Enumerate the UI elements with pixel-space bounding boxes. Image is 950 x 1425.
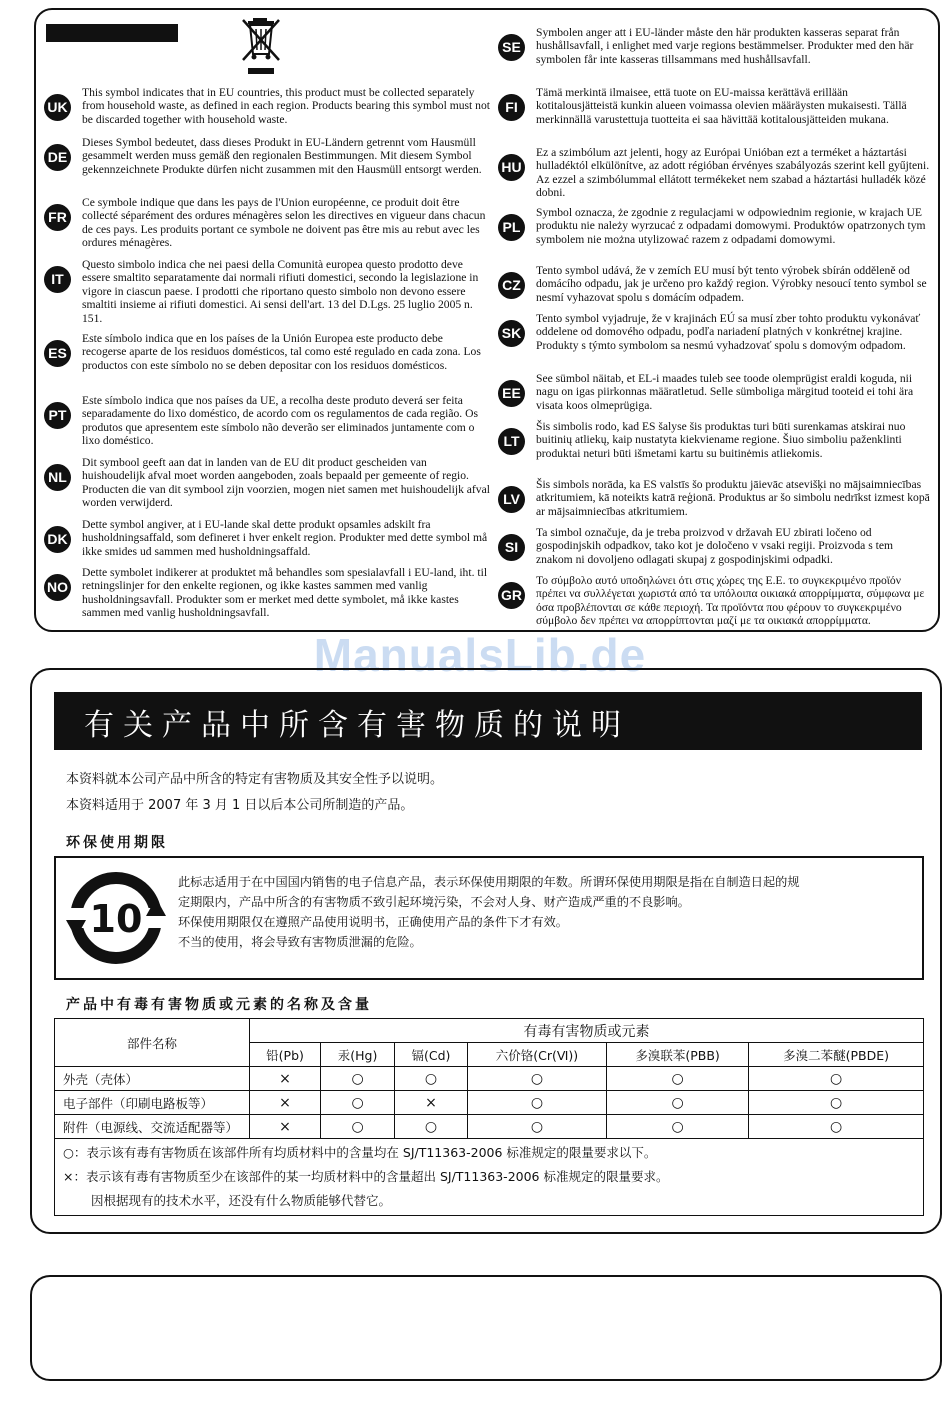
part-name: 电子部件（印刷电路板等） <box>55 1091 250 1115</box>
weee-text: Ta simbol označuje, da je treba proizvod v državah EU zbirati ločeno od gospodinjskih odpadkov, tako kot je določeno v vsaki regiji. Proizvoda s tem znakom ni dovoljeno odlagati skupaj z gospodinjskimi odpadki. <box>536 526 893 566</box>
country-code-badge: FR <box>44 204 71 231</box>
country-code-badge: PL <box>498 214 525 241</box>
page-title: 有关产品中所含有害物质的说明 <box>84 708 630 743</box>
column-header: 铅(Pb) <box>250 1043 321 1067</box>
black-label-bar <box>46 24 178 42</box>
substance-group-header: 有毒有害物质或元素 <box>250 1019 924 1043</box>
weee-text: Ez a szimbólum azt jelenti, hogy az Európai Unióban ezt a terméket a háztartási hulladéktól elkülönítve, az adott régióban érvényes szabályozás szerint kell gyűjteni. Az ezzel a szimbólummal ellátott termékeket nem szabad a háztartási hulladék közé dobni. <box>536 146 930 200</box>
country-code-badge: DE <box>44 144 71 171</box>
column-header: 镉(Cd) <box>395 1043 468 1067</box>
note-line: ○：表示该有毒有害物质在该部件所有均质材料中的含量均在 SJ/T11363-2006 标准规定的限量要求以下。 <box>63 1145 657 1160</box>
weee-panel <box>34 8 940 632</box>
column-header: 多溴二苯醚(PBDE) <box>749 1043 924 1067</box>
hazardous-substance-table <box>54 1018 924 1216</box>
table-row <box>55 1067 924 1091</box>
country-code-badge: IT <box>44 266 71 293</box>
table-cell: ○ <box>321 1091 395 1115</box>
table-cell: ○ <box>749 1067 924 1091</box>
efup-line: 定期限内，产品中所含的有害物质不致引起环境污染，不会对人身、财产造成严重的不良影响。 <box>178 895 690 909</box>
weee-text: Dette symbolet indikerer at produktet må behandles som spesialavfall i EU-land, iht. til retningslinjer for den enkelte regionen, og ikke kastes sammen med vanlig husholdningsavfall. Produkter som er merket med dette symbolet, må ikke kastes sammen med vanlig husholdningsavfall. <box>82 566 488 620</box>
efup-logo-number: 10 <box>89 897 143 941</box>
country-code-badge: SE <box>498 34 525 61</box>
table-cell: ○ <box>395 1067 468 1091</box>
table-cell: ○ <box>467 1115 606 1139</box>
country-code-badge: DK <box>44 526 71 553</box>
weee-text: Šis simbolis rodo, kad ES šalyse šis produktas turi būti surenkamas atskirai nuo buitinių atliekų, kaip nustatyta kiekviename regione. Šiuo simboliu paženklinti produktai neturi būti išmetami kartu su buitinėmis atliekomis. <box>536 420 906 460</box>
country-code-badge: HU <box>498 154 525 181</box>
weee-text: Este símbolo indica que nos países da UE, a recolha deste produto deverá ser feita separadamente do lixo doméstico, de acordo com os regulamentos de cada região. Os produtos que apresentem este símbolo não deverão ser eliminados juntamente com o lixo doméstico. <box>82 394 478 448</box>
country-code-badge: LT <box>498 428 525 455</box>
weee-text: Este símbolo indica que en los países de la Unión Europea este producto debe recogerse aparte de los residuos domésticos, tal como esté regulado en cada zona. Los productos con este símbolo no se deben depositar con los residuos domésticos. <box>82 332 481 372</box>
table-cell: ○ <box>321 1115 395 1139</box>
country-code-badge: UK <box>44 94 71 121</box>
table-cell: ○ <box>321 1067 395 1091</box>
table-row <box>55 1091 924 1115</box>
weee-text: See sümbol näitab, et EL-i maades tuleb see toode olemprügist eraldi koguda, nii nagu on igas piirkonnas määratletud. Selle sümboliga märgitud tooteid ei tohi ära visata koos olmeprügiga. <box>536 372 914 412</box>
rohs-panel <box>30 668 942 1234</box>
country-code-badge: LV <box>498 486 525 513</box>
weee-text: Tento symbol udává, že v zemích EU musí být tento výrobek sbírán odděleně od domácího odpadu, jak je určeno pro každý region. Výrobky nesoucí tento symbol se nesmí vyhazovat spolu s domácím odpadem. <box>536 264 927 304</box>
country-code-badge: GR <box>498 582 525 609</box>
weee-text: Questo simbolo indica che nei paesi della Comunità europea questo prodotto deve essere smaltito separatamente dai normali rifiuti domestici, secondo la legislazione in vigore in ciascun paese. I prodotti che riportano questo simbolo non devono essere smaltiti insieme ai rifiuti domestici. Ai sensi dell'art. 13 del D.Lgs. 25 luglio 2005 n. 151. <box>82 258 479 325</box>
table-cell: × <box>250 1067 321 1091</box>
part-header: 部件名称 <box>55 1019 250 1067</box>
efup-line: 不当的使用，将会导致有害物质泄漏的危险。 <box>178 935 422 949</box>
table-row <box>55 1115 924 1139</box>
intro-line-1: 本资料就本公司产品中所含的特定有害物质及其安全性予以说明。 <box>66 772 444 787</box>
efup-text <box>178 872 910 952</box>
watermark: ManualsLib.de <box>313 629 647 681</box>
weee-text: Šis simbols norāda, ka ES valstīs šo produktu jāievāc atsevišķi no mājsaimniecības atkritumiem, kā noteikts katrā reģionā. Produktus ar šo simbolu nedrīkst izmest kopā ar mājsaimniecības atkritumiem. <box>536 478 930 518</box>
country-code-badge: EE <box>498 380 525 407</box>
country-code-badge: NL <box>44 464 71 491</box>
country-code-badge: NO <box>44 574 71 601</box>
table-cell: ○ <box>395 1115 468 1139</box>
notes-cell <box>55 1139 924 1216</box>
weee-text: Tento symbol vyjadruje, že v krajinách EÚ sa musí zber tohto produktu vykonávať oddelene od domového odpadu, podľa nariadení platných v konkrétnej krajine. Produkty s týmto symbolom sa nesmú vyhadzovať spolu s domovým odpadom. <box>536 312 921 352</box>
crossed-out-wheelie-bin-icon <box>240 16 282 76</box>
weee-text: Dit symbool geeft aan dat in landen van de EU dit product gescheiden van huishoudelijk afval moet worden aangeboden, zoals bepaald per gemeente of regio. Producten die van dit symbool zijn voorzien, mogen niet samen met huishoudelijk afval worden verwijderd. <box>82 456 490 510</box>
weee-text: This symbol indicates that in EU countries, this product must be collected separately from household waste, as defined in each region. Products bearing this symbol must not be discarded together with household waste. <box>82 86 490 126</box>
country-code-badge: PT <box>44 402 71 429</box>
table-cell: ○ <box>749 1115 924 1139</box>
part-name: 外壳（壳体） <box>55 1067 250 1091</box>
table-cell: × <box>395 1091 468 1115</box>
weee-text: Το σύμβολο αυτό υποδηλώνει ότι στις χώρες της Ε.Ε. το συγκεκριμένο προϊόν πρέπει να συλλέγεται χωριστά από τα υπόλοιπα οικιακά απορρίμματα, σύμφωνα με όσα προβλέπονται σε κάθε περιοχή. Τα προϊόντα που φέρουν το συγκεκριμένο σύμβολο δεν πρέπει να απορρίπτονται μαζί με τα οικιακά απορρίμματα. <box>536 574 925 628</box>
weee-text: Dette symbol angiver, at i EU-lande skal dette produkt opsamles adskilt fra husholdningsaffald, som defineret i hver enkelt region. Produkter med dette symbol må ikke smides ud sammen med husholdningsaffald. <box>82 518 488 558</box>
note-line: 因根据现有的技术水平，还没有什么物质能够代替它。 <box>91 1193 392 1208</box>
country-code-badge: CZ <box>498 272 525 299</box>
note-line: ×：表示该有毒有害物质至少在该部件的某一均质材料中的含量超出 SJ/T11363-2006 标准规定的限量要求。 <box>63 1169 669 1184</box>
part-name: 附件（电源线、交流适配器等） <box>55 1115 250 1139</box>
country-code-badge: SK <box>498 320 525 347</box>
weee-text: Ce symbole indique que dans les pays de l'Union européenne, ce produit doit être collecté séparément des ordures ménagères selon les directives en vigueur dans chacun de ces pays. Les produits portant ce symbole ne doivent pas être mis au rebut avec les ordures ménagères. <box>82 196 486 250</box>
weee-text: Dieses Symbol bedeutet, dass dieses Produkt in EU-Ländern getrennt vom Hausmüll gesammelt werden muss gemäß den regionalen Bestimmungen. Mit diesem Symbol gekennzeichnete Produkte dürfen nicht zusammen mit den Hausmüll entsorgt werden. <box>82 136 482 176</box>
column-header: 汞(Hg) <box>321 1043 395 1067</box>
table-cell: ○ <box>606 1115 748 1139</box>
table-heading: 产品中有毒有害物质或元素的名称及含量 <box>66 997 372 1013</box>
empty-panel <box>30 1275 942 1381</box>
efup-heading: 环保使用期限 <box>66 835 168 851</box>
column-header: 多溴联苯(PBB) <box>606 1043 748 1067</box>
intro-line-2: 本资料适用于 2007 年 3 月 1 日以后本公司所制造的产品。 <box>66 798 414 813</box>
table-cell: × <box>250 1115 321 1139</box>
table-cell: ○ <box>467 1067 606 1091</box>
weee-text: Tämä merkintä ilmaisee, että tuote on EU-maissa kerättävä erillään kotitalousjätteistä kunkin alueen voimassa olevien määräysten mukaisesti. Tällä merkinnällä varustettuja tuotteita ei saa hävittää kotitalousjätteiden mukana. <box>536 86 907 126</box>
efup-box <box>54 856 924 980</box>
efup-10-year-logo-icon <box>64 868 168 968</box>
title-bar <box>54 692 922 750</box>
table-cell: ○ <box>467 1091 606 1115</box>
table-cell: ○ <box>749 1091 924 1115</box>
country-code-badge: ES <box>44 340 71 367</box>
table-cell: × <box>250 1091 321 1115</box>
efup-line: 环保使用期限仅在遵照产品使用说明书，正确使用产品的条件下才有效。 <box>178 915 568 929</box>
efup-line: 此标志适用于在中国国内销售的电子信息产品，表示环保使用期限的年数。所谓环保使用期限是指在自制造日起的规 <box>178 875 800 889</box>
table-cell: ○ <box>606 1067 748 1091</box>
weee-text: Symbolen anger att i EU-länder måste den här produkten kasseras separat från hushållsavfall, i enlighet med varje regions bestämmelser. Produkter med den här symbolen får inte kasseras tillsammans med hushållsavfall. <box>536 26 914 66</box>
table-notes <box>55 1139 924 1216</box>
weee-text: Symbol oznacza, że zgodnie z regulacjami w odpowiednim regionie, w krajach UE produktu nie należy wyrzucać z odpadami domowymi. Produktów opatrzonych tym symbolem nie można utylizować razem z odpadami domowymi. <box>536 206 926 246</box>
country-code-badge: FI <box>498 94 525 121</box>
column-header: 六价铬(Cr(Ⅵ)) <box>467 1043 606 1067</box>
table-cell: ○ <box>606 1091 748 1115</box>
country-code-badge: SI <box>498 534 525 561</box>
